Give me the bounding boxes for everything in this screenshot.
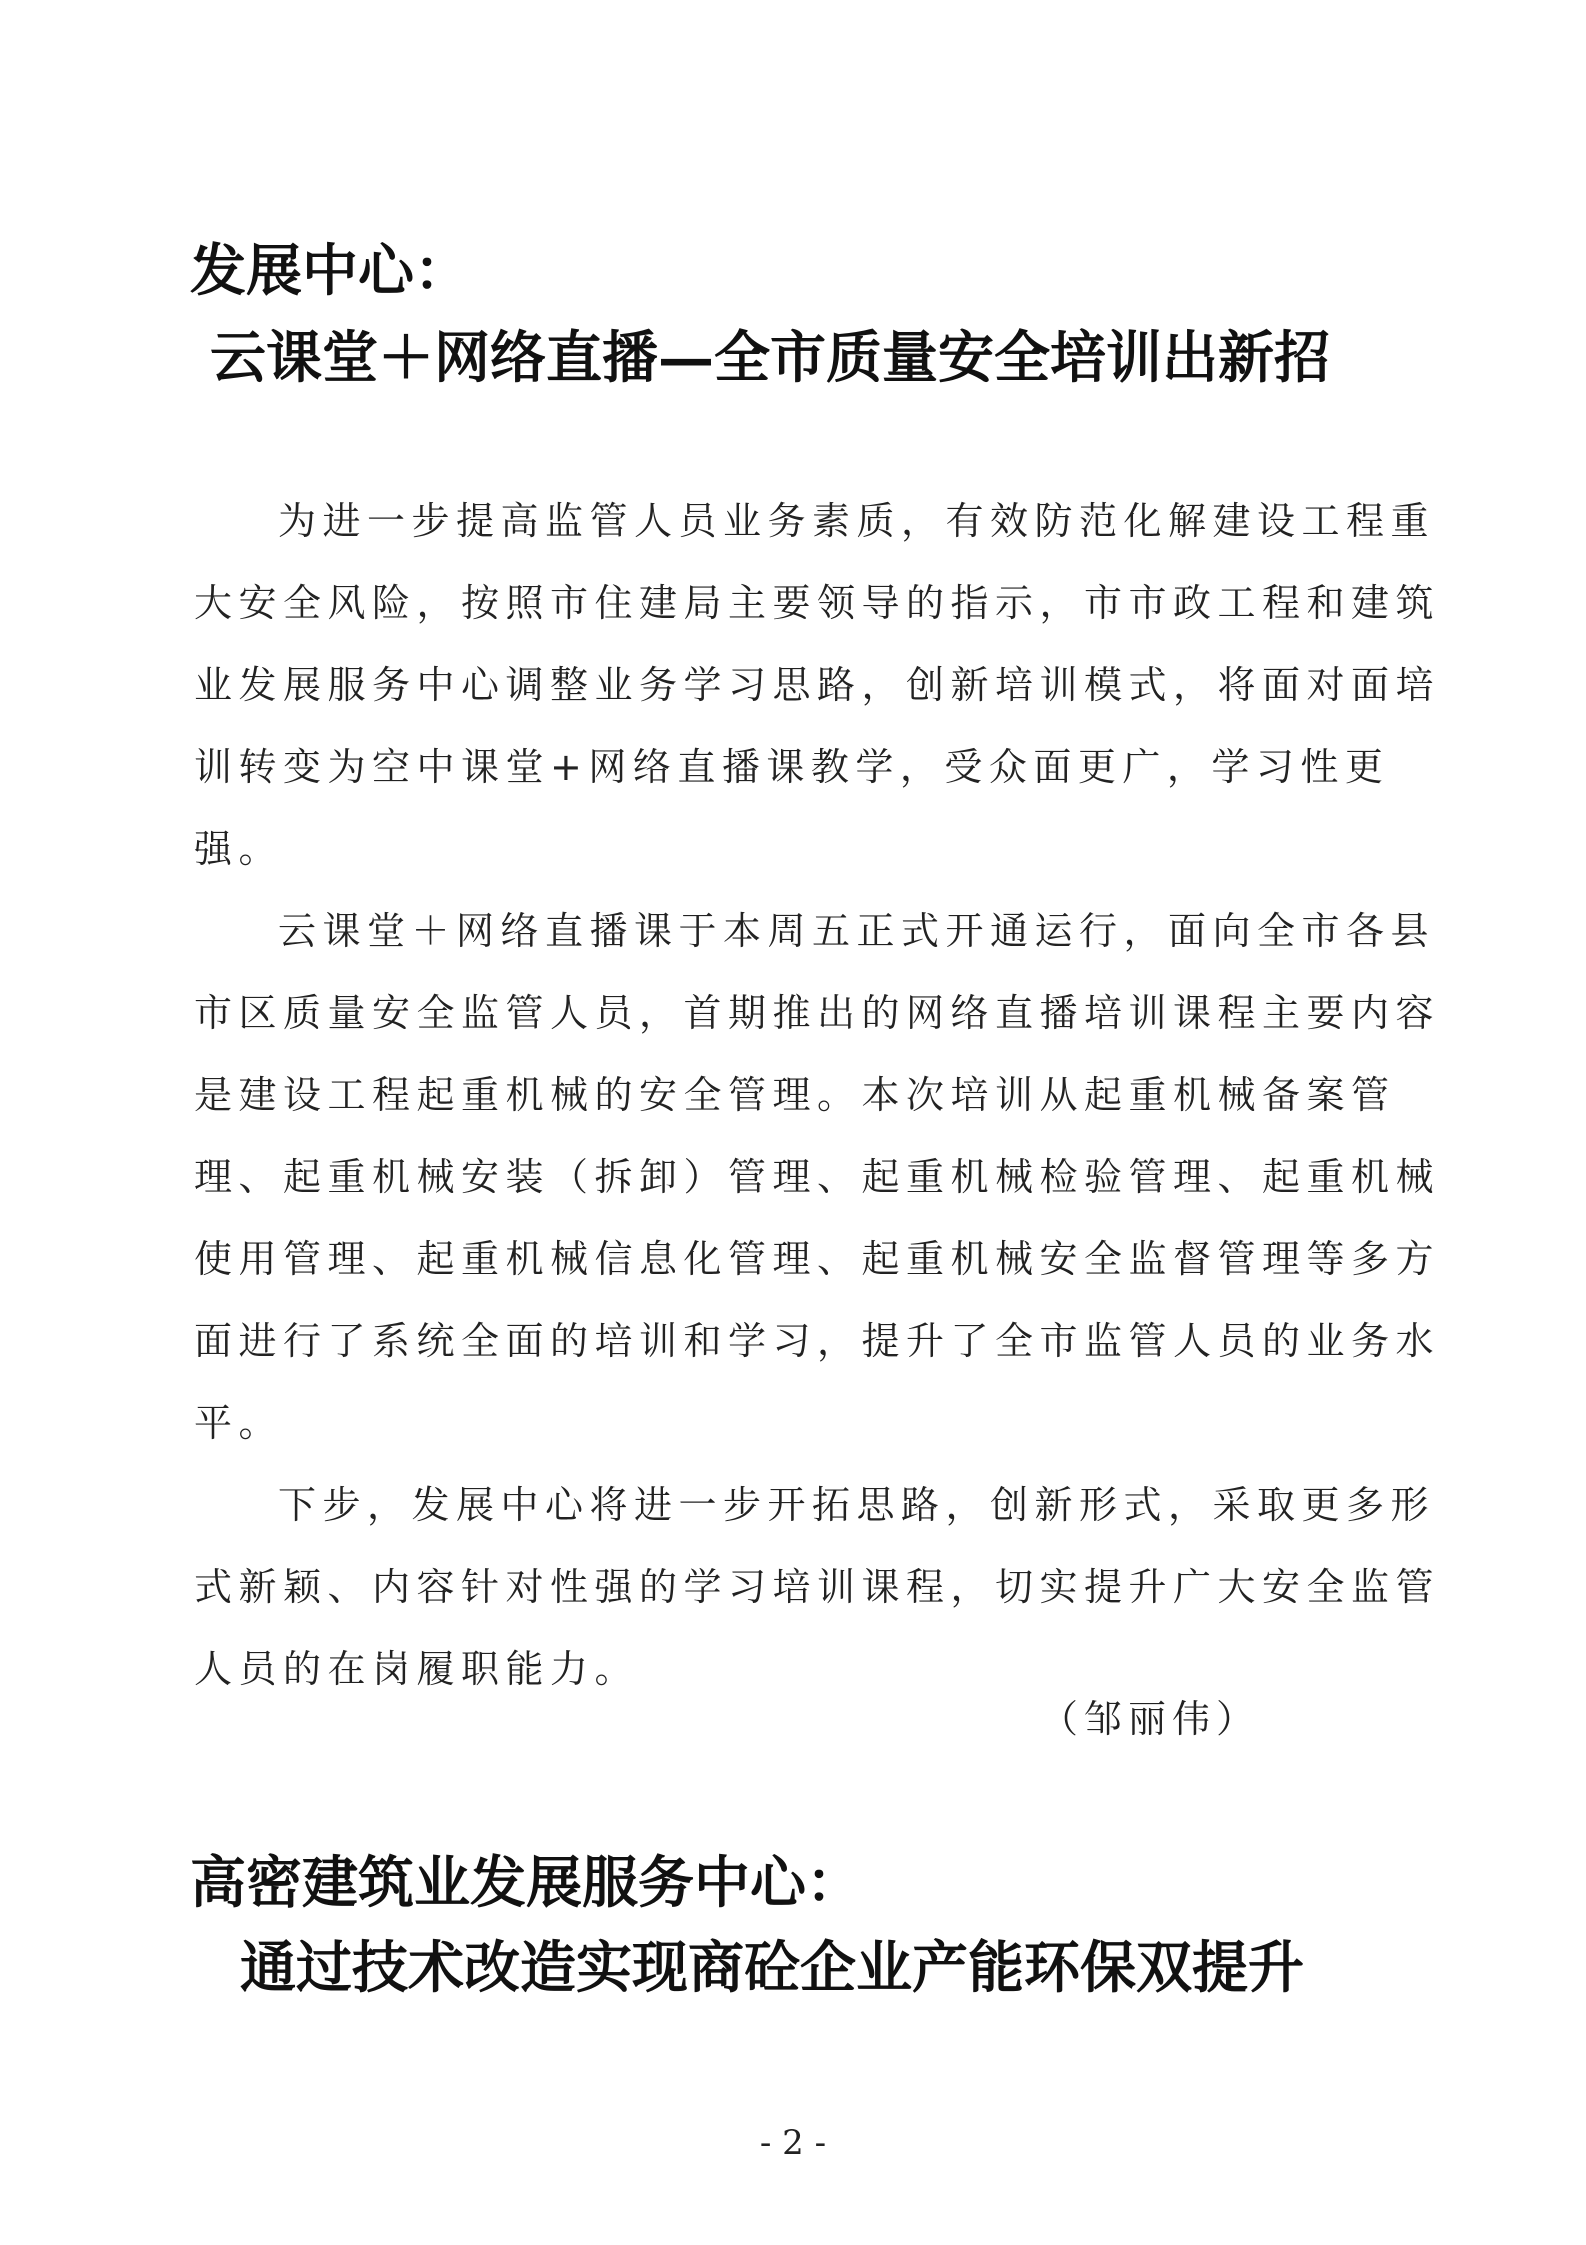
paragraph-line: 业发展服务中心调整业务学习思路，创新培训模式，将面对面培 [194, 663, 1441, 707]
paragraph-line: 云课堂＋网络直播课于本周五正式开通运行，面向全市各县 [278, 909, 1436, 953]
paragraph-line: 为进一步提高监管人员业务素质，有效防范化解建设工程重 [278, 499, 1436, 543]
paragraph-line: 面进行了系统全面的培训和学习，提升了全市监管人员的业务水 [194, 1319, 1441, 1363]
paragraph-line: 大安全风险，按照市住建局主要领导的指示，市市政工程和建筑 [194, 581, 1441, 625]
paragraph-line: 式新颖、内容针对性强的学习培训课程，切实提升广大安全监管 [194, 1565, 1441, 1609]
paragraph-line: 人员的在岗履职能力。 [194, 1647, 640, 1691]
author-byline: （邹丽伟） [1040, 1697, 1261, 1741]
paragraph-line: 强。 [194, 827, 284, 871]
article2-title-line2: 通过技术改造实现商砼企业产能环保双提升 [240, 1935, 1304, 2001]
article1-title-line1: 发展中心： [190, 238, 470, 304]
paragraph-line: 下步，发展中心将进一步开拓思路，创新形式，采取更多形 [278, 1483, 1436, 1527]
article1-title-line2: 云课堂＋网络直播—全市质量安全培训出新招 [210, 325, 1330, 391]
paragraph-line: 理、起重机械安装（拆卸）管理、起重机械检验管理、起重机械 [194, 1155, 1441, 1199]
paragraph-line: 是建设工程起重机械的安全管理。本次培训从起重机械备案管 [194, 1073, 1396, 1117]
paragraph-line: 市区质量安全监管人员，首期推出的网络直播培训课程主要内容 [194, 991, 1441, 1035]
paragraph-line: 平。 [194, 1401, 284, 1445]
article2-title-line1: 高密建筑业发展服务中心： [190, 1850, 862, 1916]
page-number: - 2 - [759, 2123, 827, 2163]
paragraph-line: 训转变为空中课堂+网络直播课教学，受众面更广，学习性更 [194, 745, 1390, 789]
paragraph-line: 使用管理、起重机械信息化管理、起重机械安全监督管理等多方 [194, 1237, 1441, 1281]
